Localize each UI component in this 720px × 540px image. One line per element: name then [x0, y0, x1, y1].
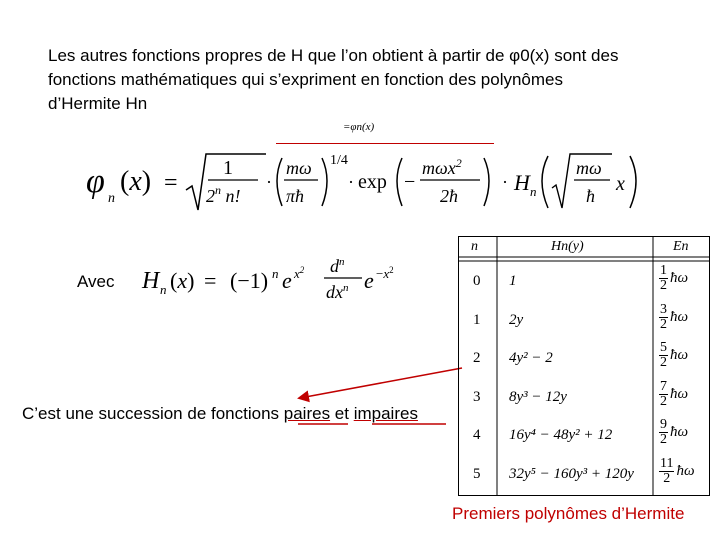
svg-text:(x): (x) — [170, 268, 195, 293]
energy-denominator: 2 — [660, 393, 667, 409]
svg-text:H: H — [514, 170, 530, 195]
svg-text:H: H — [142, 268, 160, 294]
svg-text:ħ: ħ — [586, 186, 595, 206]
table-cell-energy — [659, 264, 688, 293]
table-cell-energy — [659, 380, 688, 409]
table-cell-n: 1 — [473, 311, 481, 328]
energy-numerator: 5 — [660, 340, 667, 355]
energy-denominator: 2 — [660, 432, 667, 447]
energy-numerator: 1 — [660, 263, 667, 278]
header-en: En — [673, 239, 689, 254]
svg-text:n: n — [272, 266, 279, 281]
energy-unit: ħω — [670, 424, 689, 440]
phi-subscript: n — [108, 191, 115, 206]
table-cell-n: 5 — [473, 465, 481, 482]
energy-unit: ħω — [670, 385, 689, 402]
svg-text:mω: mω — [286, 158, 312, 178]
power-exponent: 1/4 — [330, 153, 348, 168]
paires-word: paires — [283, 404, 331, 423]
phi-symbol: φ — [86, 163, 105, 200]
sqrt-numerator: 1 — [223, 157, 233, 179]
arrow-to-sentence — [300, 368, 462, 398]
header-hn: Hn(y) — [551, 239, 584, 254]
table-cell-n: 3 — [473, 388, 481, 405]
energy-unit: ħω — [670, 347, 689, 363]
equals-sign: = — [164, 170, 178, 196]
intro-line-2: fonctions mathématiques qui s’expriment en fonction des polynômes — [48, 70, 564, 89]
svg-text:=: = — [204, 268, 217, 293]
svg-text:(−1): (−1) — [230, 268, 269, 293]
table-cell-n: 2 — [473, 350, 481, 366]
svg-text:x2: $x^2$ — [294, 265, 305, 281]
table-cell-n: 4 — [473, 427, 481, 443]
energy-unit: ħω — [670, 308, 689, 325]
svg-text:mωx2: mωx$^2$ — [422, 156, 462, 178]
sqrt-denominator: 2$^n$ n! — [206, 183, 241, 206]
energy-unit: ħω — [676, 462, 695, 479]
avec-label: Avec — [77, 272, 115, 291]
table-cell-energy — [659, 341, 688, 370]
table-cell-n: 0 — [473, 273, 481, 289]
table-cell-hermite-polynomial: 4y² − 2 — [509, 350, 553, 366]
energy-denominator: 2 — [660, 316, 667, 332]
table-cell-energy — [659, 457, 695, 486]
energy-numerator: 7 — [660, 378, 667, 394]
svg-text:n: n — [160, 282, 167, 297]
table-cell-hermite-polynomial: 8y³ − 12y — [509, 388, 567, 405]
table-caption: Premiers polynômes d’Hermite — [452, 504, 685, 523]
svg-text:−: − — [404, 171, 416, 193]
header-n: n — [471, 239, 478, 254]
succession-text-middle: et — [330, 404, 354, 423]
table-cell-energy — [659, 418, 688, 447]
svg-text:·: · — [266, 172, 272, 192]
svg-text:e: e — [282, 268, 292, 293]
energy-numerator: 3 — [660, 301, 667, 317]
energy-denominator: 2 — [660, 278, 667, 293]
svg-text:n: n — [530, 184, 537, 199]
table-cell-hermite-polynomial: 2y — [509, 311, 524, 328]
svg-text:mω: mω — [576, 158, 602, 178]
svg-text:dn: $d^n$ — [330, 256, 345, 276]
intro-line-1: Les autres fonctions propres de H que l’on obtient à partir de φ0(x) sont des — [48, 46, 619, 65]
energy-numerator: 9 — [660, 417, 667, 432]
table-cell-hermite-polynomial: 16y⁴ − 48y² + 12 — [509, 427, 613, 443]
phi-x: (x) — [120, 166, 152, 197]
intro-line-3: d’Hermite Hn — [48, 94, 148, 113]
svg-text:πħ: πħ — [286, 186, 305, 206]
phi-small-label: =φn(x) — [343, 121, 375, 133]
svg-text:·: · — [348, 172, 354, 192]
svg-text:−x2: $-x^2$ — [376, 265, 394, 281]
svg-text:e: e — [364, 268, 374, 293]
hermite-table — [458, 236, 710, 496]
energy-numerator: 11 — [660, 455, 674, 471]
impaires-word: impaires — [353, 404, 418, 423]
svg-text:x: x — [616, 173, 625, 195]
table-cell-hermite-polynomial: 32y⁵ − 160y³ + 120y — [509, 465, 634, 482]
table-cell-hermite-polynomial: 1 — [509, 273, 517, 289]
svg-text:2ħ: 2ħ — [440, 186, 458, 206]
energy-denominator: 2 — [660, 355, 667, 370]
svg-text:·: · — [502, 172, 508, 192]
svg-text:dxn: $dx^n$ — [326, 282, 349, 302]
energy-unit: ħω — [670, 270, 689, 286]
energy-denominator: 2 — [663, 470, 671, 486]
exp-word: exp — [358, 171, 387, 193]
table-cell-energy — [659, 303, 688, 332]
succession-text-start: C’est une succession de fonctions — [22, 404, 284, 423]
